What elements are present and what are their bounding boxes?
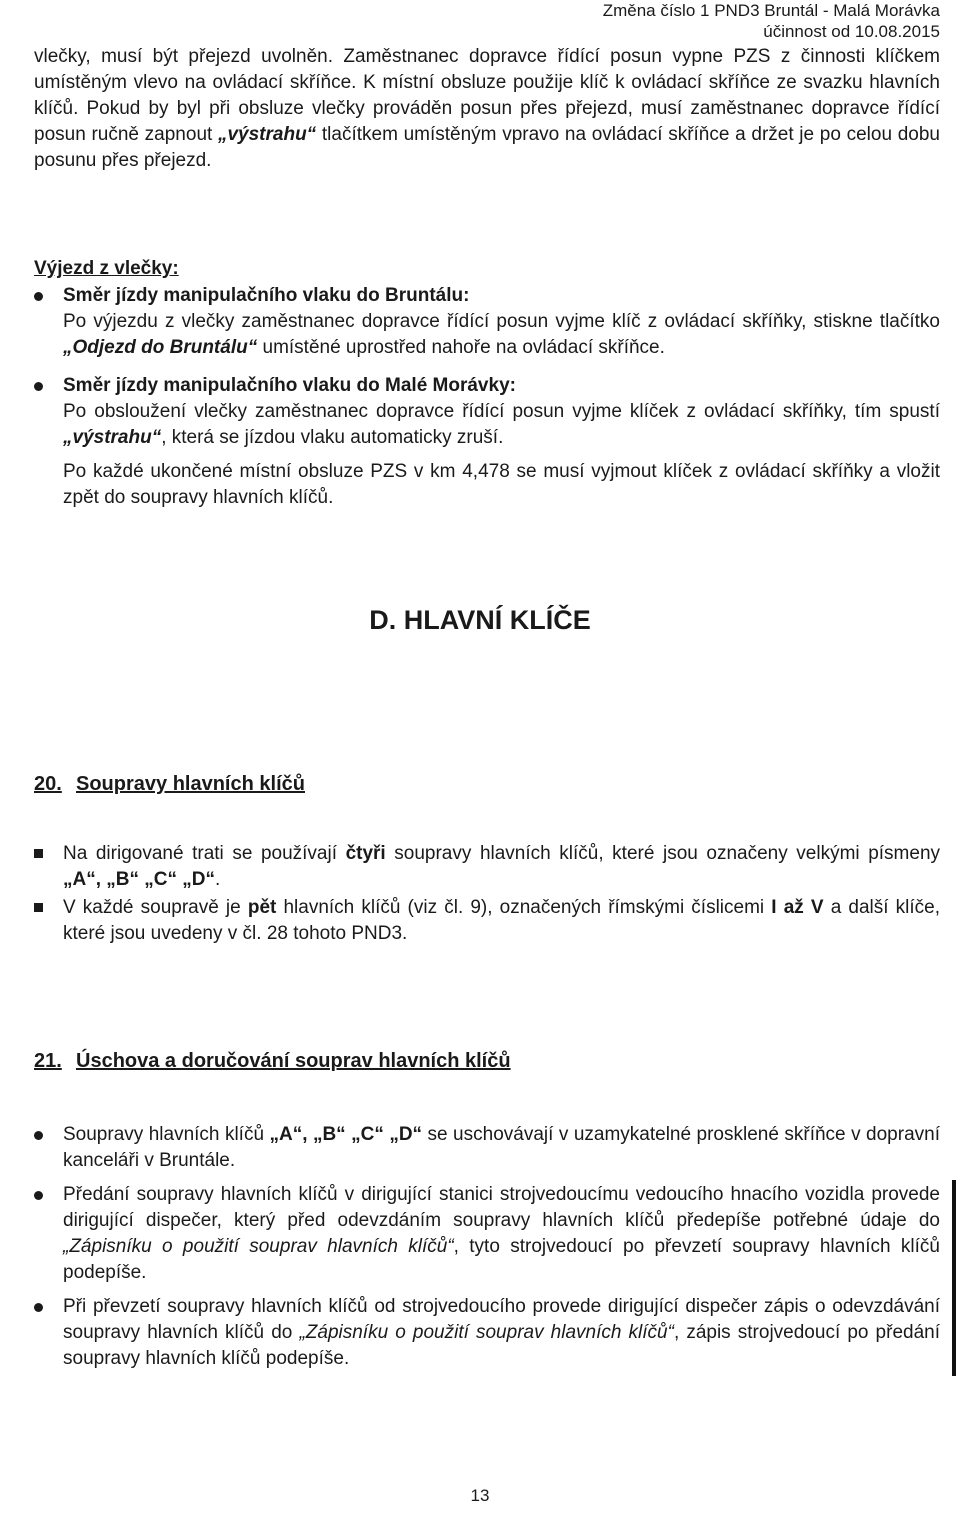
s20-i2-text-2: hlavních klíčů (viz čl. 9), označených římskými číslicemi — [276, 897, 772, 918]
bullet-dot-icon — [34, 1191, 43, 1200]
s20-i1-text-1: Na dirigované trati se používají — [63, 843, 346, 864]
s21-i1-text-1: Soupravy hlavních klíčů — [63, 1124, 270, 1145]
bullet-dot-icon — [34, 382, 43, 391]
bullet-moravka-note: Po každé ukončené místní obsluze PZS v km 4,478 se musí vyjmout klíček z ovládací skříňky a vložit zpět do soupravy hlavních klíčů. — [63, 461, 940, 508]
header-document-title: Změna číslo 1 PND3 Bruntál - Malá Morávka — [602, 1, 940, 20]
departure-heading-wrap — [34, 256, 940, 282]
section-21-heading — [34, 1050, 511, 1073]
header-effective-date: účinnost od 10.08.2015 — [763, 22, 940, 41]
square-bullet-icon — [34, 849, 43, 858]
departure-bullet-bruntal — [34, 283, 940, 361]
intro-warning-term: „výstrahu“ — [217, 124, 317, 145]
bullet-moravka-text-1: Po obsloužení vlečky zaměstnanec dopravce řídící posun vyjme klíček z ovládací skříňky, tím spustí — [63, 401, 940, 422]
bullet-moravka-text-2: , která se jízdou vlaku automaticky zruší. — [161, 427, 504, 448]
bullet-bruntal-text-2: umístěné uprostřed nahoře na ovládací skříňce. — [257, 337, 665, 358]
bullet-bruntal-title: Směr jízdy manipulačního vlaku do Bruntálu: — [63, 285, 470, 306]
square-bullet-icon — [34, 903, 43, 912]
s20-i1-bold-1: čtyři — [345, 843, 386, 864]
intro-paragraph — [34, 44, 940, 174]
page-header — [603, 0, 940, 42]
chapter-title: D. HLAVNÍ KLÍČE — [369, 605, 591, 635]
section-20-item-1 — [34, 841, 940, 893]
section-21-item-1 — [34, 1122, 940, 1174]
s20-i1-text-3: . — [215, 869, 221, 890]
bullet-dot-icon — [34, 1303, 43, 1312]
s20-i2-text-1: V každé soupravě je — [63, 897, 248, 918]
intro-text-2: tlačítkem umístěným vpravo na ovládací skříňce a držet je po celou dobu posunu přes přejezd. — [34, 124, 940, 171]
s20-i1-letters: „A“, „B“ „C“ „D“ — [63, 869, 215, 890]
section-21-item-2 — [34, 1182, 940, 1286]
section-21-title: Úschova a doručování souprav hlavních klíčů — [76, 1050, 511, 1072]
bullet-dot-icon — [34, 1131, 43, 1140]
s20-i2-numerals: I až V — [771, 897, 824, 918]
s21-i3-text-1: Při převzetí soupravy hlavních klíčů od strojvedoucího provede dirigující dispečer zápis o odevzdávání soupravy hlavních klíčů do — [63, 1296, 940, 1343]
s21-i2-logbook: „Zápisníku o použití souprav hlavních klíčů“ — [63, 1236, 454, 1257]
s20-i2-text-3: a další klíče, které jsou uvedeny v čl. 28 tohoto PND3. — [63, 897, 940, 944]
section-20-number: 20. — [34, 773, 62, 795]
s21-i1-letters: „A“, „B“ „C“ „D“ — [269, 1124, 423, 1145]
s21-i1-text-2: se uschovávají v uzamykatelné prosklené skříňce v dopravní kanceláři v Bruntále. — [63, 1124, 940, 1171]
section-20-item-2 — [34, 895, 940, 947]
bullet-moravka-warning-term: „výstrahu“ — [63, 427, 162, 448]
bullet-bruntal-button-name: „Odjezd do Bruntálu“ — [63, 337, 258, 358]
section-20-title: Soupravy hlavních klíčů — [76, 773, 305, 795]
section-20-heading — [34, 773, 305, 796]
intro-text-1: vlečky, musí být přejezd uvolněn. Zaměstnanec dopravce řídící posun vypne PZS z činnosti klíčkem umístěným vlevo na ovládací skříňce. K místní obsluze použije klíč k ovládací skříňce ze svazku hlavních klíčů. Pokud by byl při obsluze vlečky prováděn posun přes přejezd, musí zaměstnanec dopravce řídící posun ručně zapnout — [34, 46, 940, 145]
s21-i2-text-1: Předání soupravy hlavních klíčů v dirigující stanici strojvedoucímu vedoucího hnacího vozidla provede dirigující dispečer, který před odevzdáním soupravy hlavních klíčů předepíše potřebné údaje do — [63, 1184, 940, 1231]
s21-i2-text-2: , tyto strojvedoucí po převzetí soupravy hlavních klíčů podepíše. — [63, 1236, 940, 1283]
s20-i1-text-2: soupravy hlavních klíčů, které jsou označeny velkými písmeny — [385, 843, 941, 864]
section-21-number: 21. — [34, 1050, 62, 1072]
departure-bullet-mala-moravka — [34, 373, 940, 511]
bullet-bruntal-text-1: Po výjezdu z vlečky zaměstnanec dopravce řídící posun vyjme klíč z ovládací skříňky, stiskne tlačítko — [63, 311, 940, 332]
s21-i3-logbook: „Zápisníku o použití souprav hlavních klíčů“ — [299, 1322, 674, 1343]
bullet-dot-icon — [34, 292, 43, 301]
section-21-item-3 — [34, 1294, 940, 1372]
s21-i3-text-2: , zápis strojvedoucí po předání soupravy hlavních klíčů podepíše. — [63, 1322, 940, 1369]
change-bar — [952, 1180, 956, 1376]
s20-i2-bold-1: pět — [247, 897, 277, 918]
departure-heading: Výjezd z vlečky: — [34, 258, 179, 279]
page-number: 13 — [470, 1486, 490, 1505]
bullet-moravka-title: Směr jízdy manipulačního vlaku do Malé Morávky: — [63, 375, 516, 396]
